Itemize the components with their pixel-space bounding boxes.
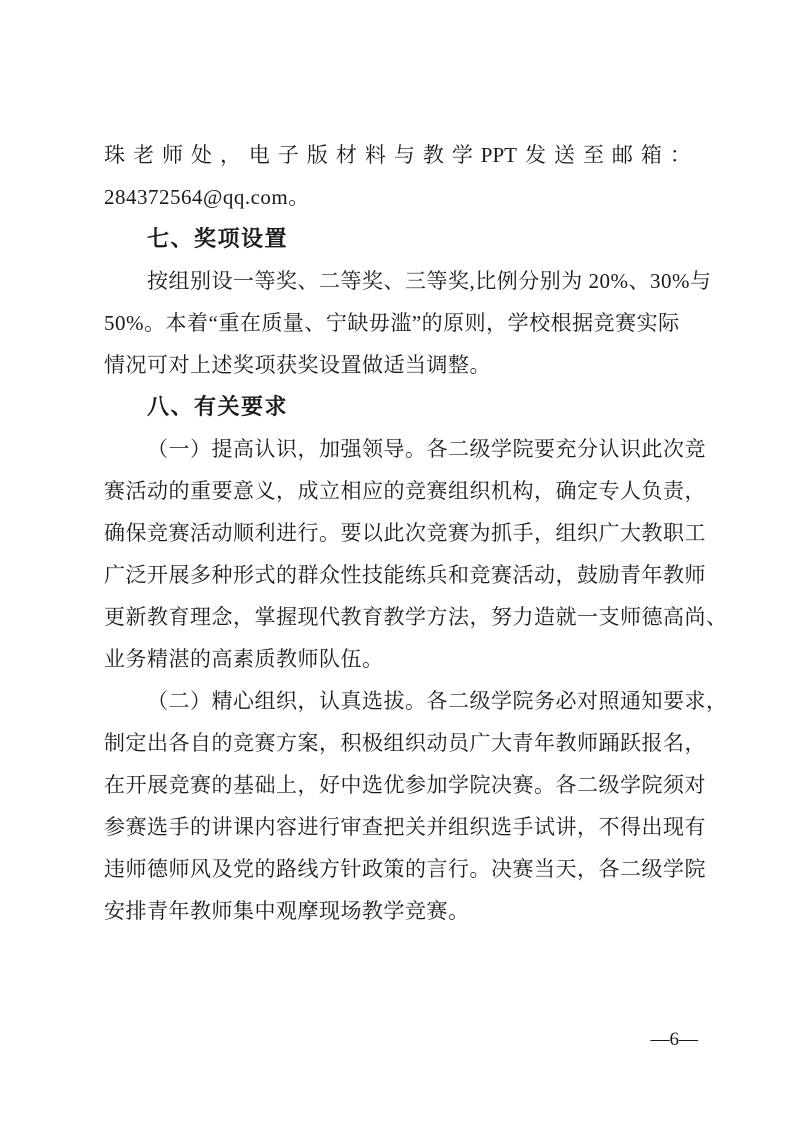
text-line: 安排青年教师集中观摩现场教学竞赛。: [104, 899, 470, 923]
text-line: 珠 老 师 处 ， 电 子 版 材 料 与 教 学 PPT 发 送 至 邮 箱 ：: [104, 143, 691, 167]
text-line: 违师德师风及党的路线方针政策的言行。决赛当天，各二级学院: [104, 857, 706, 881]
text-line: 参赛选手的讲课内容进行审查把关并组织选手试讲，不得出现有: [104, 815, 706, 839]
text-line: 确保竞赛活动顺利进行。要以此次竞赛为抓手，组织广大教职工: [104, 521, 706, 545]
text-line: 更新教育理念，掌握现代教育教学方法，努力造就一支师德高尚、: [104, 605, 728, 629]
text-line: 赛活动的重要意义，成立相应的竞赛组织机构，确定专人负责，: [104, 479, 706, 503]
text-line: （二）精心组织，认真选拔。各二级学院务必对照通知要求，: [147, 689, 728, 713]
text-line: 制定出各自的竞赛方案，积极组织动员广大青年教师踊跃报名，: [104, 731, 706, 755]
text-line: 284372564@qq.com。: [104, 185, 310, 209]
document-body: [104, 134, 728, 932]
text-line: 按组别设一等奖、二等奖、三等奖,比例分别为 20%、30%与: [147, 269, 712, 293]
text-line: 在开展竞赛的基础上，好中选优参加学院决赛。各二级学院须对: [104, 773, 706, 797]
section-heading: 八、有关要求: [147, 394, 289, 419]
text-line: 业务精湛的高素质教师队伍。: [104, 647, 384, 671]
text-line: 50%。本着“重在质量、宁缺毋滥”的原则，学校根据竞赛实际: [104, 311, 680, 335]
section-heading: 七、奖项设置: [147, 226, 289, 251]
page-number: —6—: [650, 1029, 698, 1050]
text-line: （一）提高认识，加强领导。各二级学院要充分认识此次竞: [147, 437, 706, 461]
text-line: 广泛开展多种形式的群众性技能练兵和竞赛活动，鼓励青年教师: [104, 563, 706, 587]
text-line: 情况可对上述奖项获奖设置做适当调整。: [104, 353, 491, 377]
